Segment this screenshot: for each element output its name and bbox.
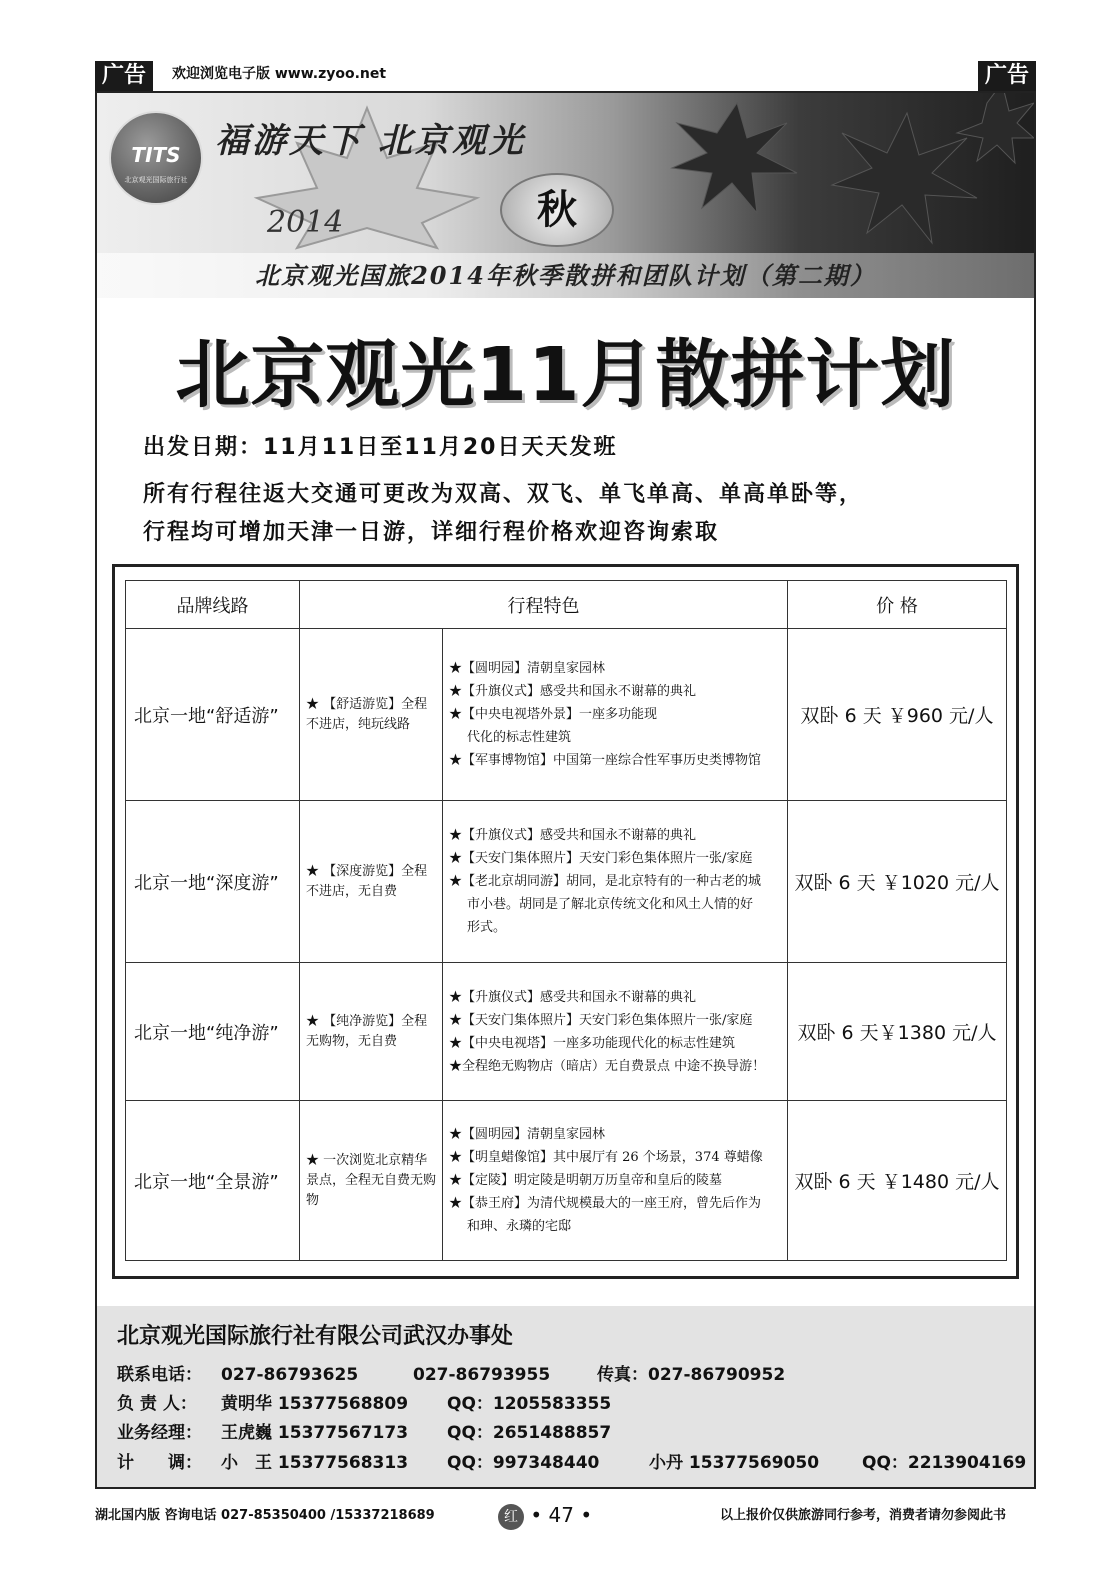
feature-line: ★【天安门集体照片】天安门彩色集体照片一张/家庭 (449, 851, 753, 866)
feature-line: ★【中央电视塔外景】一座多功能现 (449, 707, 658, 722)
route-tag: ★ 一次浏览北京精华景点，全程无自费无购物 (300, 1101, 443, 1261)
manager-qq: QQ：1205583355 (447, 1394, 612, 1414)
banner-slogan: 福游天下 北京观光 (215, 121, 526, 161)
table-header-row (126, 581, 1007, 629)
ad-label-left: 广告 (95, 61, 153, 91)
route-price: 双卧 6 天 ￥1020 元/人 (788, 801, 1007, 963)
banner-year: 2014 (267, 205, 344, 240)
footer-left: 湖北国内版 咨询电话 027-85350400 /15337218689 (95, 1508, 435, 1523)
operator-label: 计 调： (117, 1453, 202, 1473)
feature-line: ★【升旗仪式】感受共和国永不谢幕的典礼 (449, 828, 697, 843)
biz-qq: QQ：2651488857 (447, 1423, 612, 1443)
ad-label-right: 广告 (978, 61, 1036, 91)
feature-line: ★【圆明园】清朝皇家园林 (449, 661, 606, 676)
edition-mark-icon: 红 (498, 1504, 524, 1530)
manager-contact: 黄明华 15377568809 (221, 1394, 409, 1414)
feature-line: ★【升旗仪式】感受共和国永不谢幕的典礼 (449, 989, 697, 1005)
phone-number-1: 027-86793625 (221, 1365, 359, 1385)
contact-block (97, 1306, 1034, 1487)
biz-label: 业务经理： (117, 1423, 202, 1443)
banner-subtitle: 北京观光国旅2014年秋季散拼和团队计划（第二期） (97, 253, 1034, 298)
tits-logo (109, 111, 203, 205)
operator-2-contact: 小丹 15377569050 (649, 1453, 820, 1473)
table-row (126, 1101, 1007, 1261)
route-price: 双卧 6 天 ￥1480 元/人 (788, 1101, 1007, 1261)
header-features: 行程特色 (300, 581, 788, 629)
intro-line-departure: 出发日期：11月11日至11月20日天天发班 (143, 435, 618, 460)
manager-label: 负 责 人： (117, 1394, 197, 1414)
header-price: 价 格 (788, 581, 1007, 629)
route-name: 北京一地“舒适游” (126, 629, 300, 801)
feature-line: 和珅、永璘的宅邸 (467, 1219, 572, 1234)
page-number-text: • 47 • (530, 1503, 593, 1527)
table-row (126, 801, 1007, 963)
fax-number: 传真：027-86790952 (597, 1365, 786, 1385)
feature-line: ★【升旗仪式】感受共和国永不谢幕的典礼 (449, 684, 697, 699)
operator-1-qq: QQ：997348440 (447, 1453, 600, 1473)
route-features (443, 801, 788, 963)
biz-contact: 王虎巍 15377567173 (221, 1423, 409, 1443)
logo-subtext: 北京观光国际旅行社 (124, 176, 188, 184)
site-url-text: 欢迎浏览电子版 www.zyoo.net (172, 66, 387, 82)
feature-line: ★【老北京胡同游】胡同，是北京特有的一种古老的城 (449, 874, 762, 889)
route-name: 北京一地“深度游” (126, 801, 300, 963)
intro-line-tianjin: 行程均可增加天津一日游，详细行程价格欢迎咨询索取 (143, 520, 720, 545)
route-table (125, 580, 1007, 1261)
route-tag: ★ 【深度游览】全程不进店，无自费 (300, 801, 443, 963)
footer-right: 以上报价仅供旅游同行参考，消费者请勿参阅此书 (720, 1508, 1007, 1523)
route-features (443, 1101, 788, 1261)
autumn-text: 秋 (537, 186, 577, 233)
intro-line-transport: 所有行程往返大交通可更改为双高、双飞、单飞单高、单高单卧等， (143, 482, 864, 507)
leaves-graphic (657, 93, 1034, 253)
page-title: 北京观光11月散拼计划 (175, 332, 956, 418)
banner (97, 93, 1034, 298)
feature-line: 市小巷。胡同是了解北京传统文化和风土人情的好 (467, 897, 754, 912)
company-name: 北京观光国际旅行社有限公司武汉办事处 (117, 1324, 514, 1349)
feature-line: 形式。 (467, 920, 507, 935)
feature-line: ★【天安门集体照片】天安门彩色集体照片一张/家庭 (449, 1012, 753, 1028)
page-number (498, 1500, 592, 1530)
feature-line: ★【定陵】明定陵是明朝万历皇帝和皇后的陵墓 (449, 1173, 723, 1188)
phone-number-2: 027-86793955 (413, 1365, 551, 1385)
operator-1-contact: 小 王 15377568313 (221, 1453, 409, 1473)
feature-line: ★全程绝无购物店（暗店）无自费景点 中途不换导游！ (449, 1058, 766, 1074)
route-tag: ★ 【舒适游览】全程不进店，纯玩线路 (300, 629, 443, 801)
route-name: 北京一地“纯净游” (126, 963, 300, 1101)
feature-line: 代化的标志性建筑 (467, 730, 572, 745)
route-features (443, 629, 788, 801)
route-features (443, 963, 788, 1101)
phone-label: 联系电话： (117, 1365, 202, 1385)
route-name: 北京一地“全景游” (126, 1101, 300, 1261)
logo-text: TITS (131, 143, 181, 167)
operator-2-qq: QQ：2213904169 (862, 1453, 1027, 1473)
autumn-badge (500, 173, 614, 247)
route-price: 双卧 6 天 ￥960 元/人 (788, 629, 1007, 801)
header-brand: 品牌线路 (126, 581, 300, 629)
feature-line: ★【中央电视塔】一座多功能现代化的标志性建筑 (449, 1035, 736, 1051)
feature-line: ★【军事博物馆】中国第一座综合性军事历史类博物馆 (449, 753, 762, 768)
route-price: 双卧 6 天￥1380 元/人 (788, 963, 1007, 1101)
route-tag: ★ 【纯净游览】全程无购物，无自费 (300, 963, 443, 1101)
feature-line: ★【恭王府】为清代规模最大的一座王府，曾先后作为 (449, 1196, 762, 1211)
table-row (126, 963, 1007, 1101)
feature-line: ★【明皇蜡像馆】其中展厅有 26 个场景，374 尊蜡像 (449, 1150, 763, 1165)
feature-line: ★【圆明园】清朝皇家园林 (449, 1127, 606, 1142)
table-row (126, 629, 1007, 801)
